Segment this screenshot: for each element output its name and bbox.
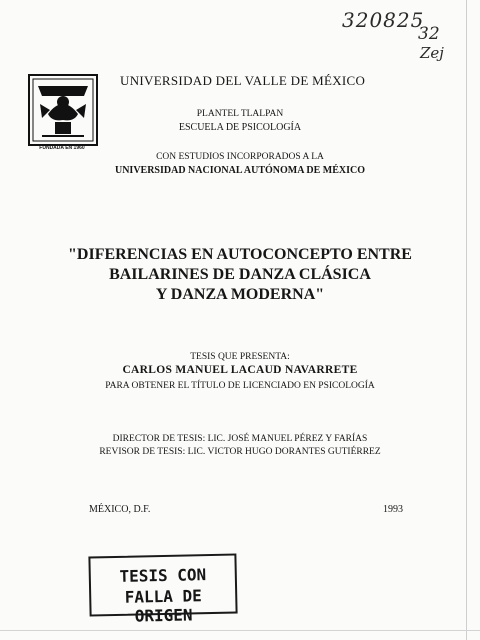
campus-name: PLANTEL TLALPAN <box>196 109 284 119</box>
university-name: UNIVERSIDAD DEL VALLE DE MÉXICO <box>120 73 366 88</box>
thesis-title-line-2: BAILARINES DE DANZA CLÁSICA <box>109 266 371 283</box>
stamp-line-2: FALLA DE ORIGEN <box>124 586 202 626</box>
thesis-title <box>0 245 480 305</box>
author-name: CARLOS MANUEL LACAUD NAVARRETE <box>122 364 358 376</box>
scan-edge-line <box>466 0 467 640</box>
thesis-reviewer: REVISOR DE TESIS: LIC. VICTOR HUGO DORANTES GUTIÉRREZ <box>99 447 381 457</box>
thesis-title-line-1: "DIFERENCIAS EN AUTOCONCEPTO ENTRE <box>68 246 412 263</box>
thesis-title-line-3: Y DANZA MODERNA" <box>155 286 325 303</box>
incorporation-text: CON ESTUDIOS INCORPORADOS A LA <box>156 152 324 162</box>
crest-caption: FUNDADA EN 1960 <box>39 145 85 151</box>
degree-text: PARA OBTENER EL TÍTULO DE LICENCIADO EN PSICOLOGÍA <box>105 381 375 391</box>
scan-bottom-line <box>0 630 480 631</box>
handwritten-catalog-number: 320825 <box>342 8 425 32</box>
handwritten-initials: Zej <box>420 44 444 62</box>
stamp-line-1: TESIS CON <box>119 565 207 586</box>
year: 1993 <box>383 504 403 515</box>
thesis-director: DIRECTOR DE TESIS: LIC. JOSÉ MANUEL PÉREZ Y FARÍAS <box>112 434 368 444</box>
school-name: ESCUELA DE PSICOLOGÍA <box>178 122 302 133</box>
city: MÉXICO, D.F. <box>89 504 151 515</box>
presented-by-label: TESIS QUE PRESENTA: <box>190 352 290 362</box>
handwritten-note: 32 <box>418 24 440 44</box>
unam-name: UNIVERSIDAD NACIONAL AUTÓNOMA DE MÉXICO <box>114 165 366 176</box>
origin-defect-stamp <box>88 553 237 626</box>
